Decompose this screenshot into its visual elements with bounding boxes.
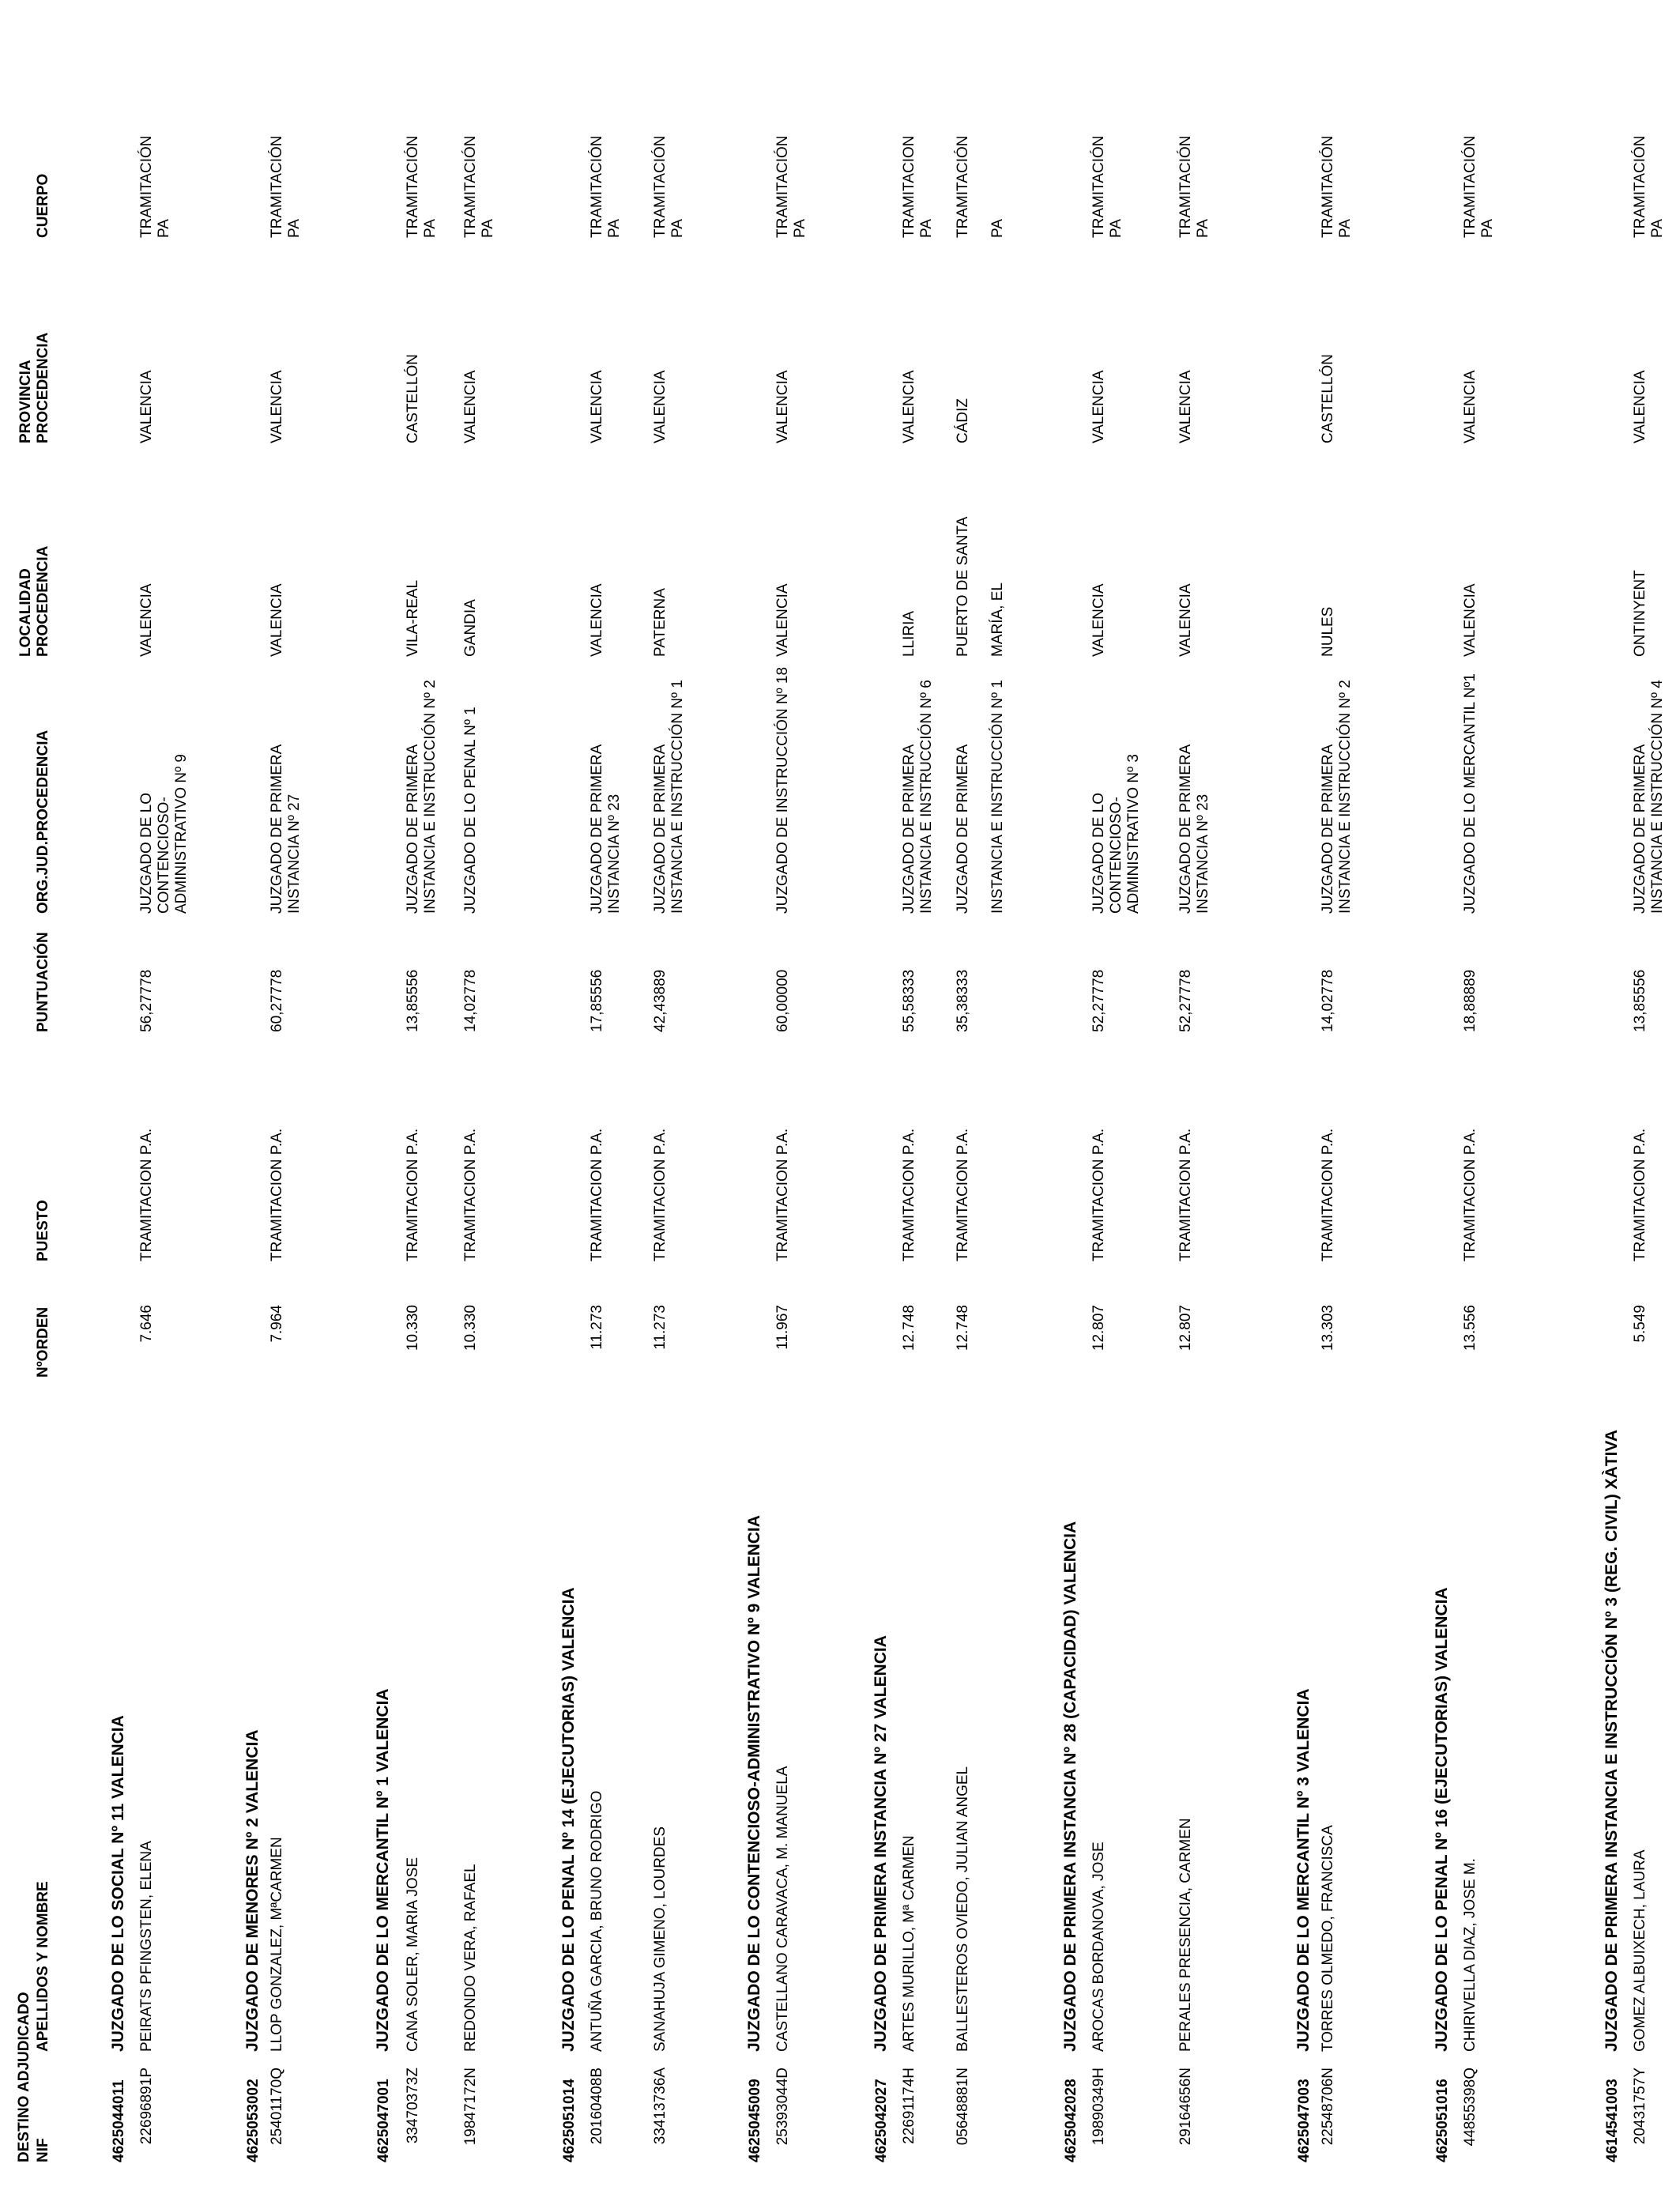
provincia-cell: VALENCIA xyxy=(774,370,791,443)
nif-cell: 29164656N xyxy=(1177,2068,1194,2146)
localidad-cell: VALENCIA xyxy=(589,583,605,657)
localidad-cell: PUERTO DE SANTA MARÍA, EL xyxy=(955,516,1006,657)
group-code: 4625045009 xyxy=(747,2079,763,2162)
localidad-cell: NULES xyxy=(1320,606,1336,657)
header-norden: NºORDEN xyxy=(35,1306,51,1378)
cuerpo-cell: TRAMITACION PA xyxy=(901,135,935,238)
nif-cell: 20160408B xyxy=(589,2068,605,2145)
group-code: 4625042028 xyxy=(1063,2079,1079,2162)
org-procedencia-cell: JUZGADO DE PRIMERA INSTANCIA Nº 23 xyxy=(589,744,623,914)
nif-cell: 20431757Y xyxy=(1632,2068,1648,2145)
provincia-cell: VALENCIA xyxy=(652,370,669,443)
orden-cell: 11.967 xyxy=(774,1305,791,1350)
puntuacion-cell: 56,27778 xyxy=(138,969,155,1032)
puesto-cell: TRAMITACION P.A. xyxy=(462,1128,479,1261)
provincia-cell: VALENCIA xyxy=(462,370,479,443)
group-title: JUZGADO DE LO MERCANTIL Nº 1 VALENCIA xyxy=(374,1688,392,2052)
name-cell: SANAHUJA GIMENO, LOURDES xyxy=(652,1826,669,2052)
nif-cell: 33413736A xyxy=(652,2068,669,2145)
provincia-cell: VALENCIA xyxy=(589,370,605,443)
group-code: 4625051016 xyxy=(1434,2079,1451,2162)
group-code: 4625051014 xyxy=(561,2079,578,2162)
header-apellidos: APELLIDOS Y NOMBRE xyxy=(35,1881,51,2052)
puntuacion-cell: 14,02778 xyxy=(1320,969,1336,1032)
orden-cell: 11.273 xyxy=(652,1305,669,1350)
group-code: 4625042027 xyxy=(873,2079,890,2162)
cuerpo-cell: TRAMITACIÓN PA xyxy=(1177,135,1211,238)
header-destino: DESTINO ADJUDICADO xyxy=(16,1992,32,2162)
group-title: JUZGADO DE LO CONTENCIOSO-ADMINISTRATIVO Nº 9 VALENCIA xyxy=(745,1515,763,2052)
puntuacion-cell: 60,00000 xyxy=(774,969,791,1032)
name-cell: PERALES PRESENCIA, CARMEN xyxy=(1177,1818,1194,2052)
org-procedencia-cell: JUZGADO DE LO CONTENCIOSO- ADMINISTRATIVO Nº 3 xyxy=(1090,754,1142,914)
header-localidad: LOCALIDAD PROCEDENCIA xyxy=(17,545,51,657)
nif-cell: 22696891P xyxy=(138,2068,155,2145)
group-code: 4625047003 xyxy=(1296,2079,1313,2162)
puntuacion-cell: 14,02778 xyxy=(462,969,479,1032)
puesto-cell: TRAMITACION P.A. xyxy=(589,1128,605,1261)
puntuacion-cell: 42,43889 xyxy=(652,969,669,1032)
header-cuerpo: CUERPO xyxy=(35,173,51,238)
puntuacion-cell: 13,85556 xyxy=(405,969,421,1032)
org-procedencia-cell: JUZGADO DE LO CONTENCIOSO- ADMINISTRATIVO Nº 9 xyxy=(138,754,190,914)
orden-cell: 12.748 xyxy=(901,1305,917,1351)
name-cell: PEIRATS PFINGSTEN, ELENA xyxy=(138,1841,155,2052)
puntuacion-cell: 52,27778 xyxy=(1090,969,1107,1032)
name-cell: ARTES MURILLO, Mª CARMEN xyxy=(901,1835,917,2052)
nif-cell: 33470373Z xyxy=(405,2068,421,2144)
orden-cell: 7.964 xyxy=(269,1305,285,1343)
provincia-cell: CÁDIZ xyxy=(955,398,971,443)
provincia-cell: VALENCIA xyxy=(1632,370,1648,443)
provincia-cell: CASTELLÓN xyxy=(405,354,421,443)
group-title: JUZGADO DE PRIMERA INSTANCIA E INSTRUCCIÓN Nº 3 (REG. CIVIL) XÀTIVA xyxy=(1603,1429,1621,2052)
puesto-cell: TRAMITACION P.A. xyxy=(1462,1128,1478,1261)
name-cell: CASTELLANO CARAVACA, M. MANUELA xyxy=(774,1766,791,2052)
localidad-cell: VALENCIA xyxy=(1177,583,1194,657)
puesto-cell: TRAMITACION P.A. xyxy=(774,1128,791,1261)
orden-cell: 12.748 xyxy=(955,1305,971,1351)
name-cell: CANA SOLER, MARIA JOSE xyxy=(405,1857,421,2052)
localidad-cell: LLIRIA xyxy=(901,610,917,657)
group-code: 4625047001 xyxy=(375,2079,392,2162)
name-cell: AROCAS BORDANOVA, JOSE xyxy=(1090,1842,1107,2052)
cuerpo-cell: TRAMITACIÓN PA xyxy=(1632,135,1666,238)
puesto-cell: TRAMITACION P.A. xyxy=(405,1128,421,1261)
nif-cell: 25401170Q xyxy=(269,2068,285,2145)
group-title: JUZGADO DE LO SOCIAL Nº 11 VALENCIA xyxy=(109,1715,127,2052)
puntuacion-cell: 35,38333 xyxy=(955,969,971,1032)
name-cell: CHIRIVELLA DIAZ, JOSE M. xyxy=(1462,1858,1478,2052)
group-title: JUZGADO DE MENORES Nº 2 VALENCIA xyxy=(243,1729,262,2052)
cuerpo-cell: TRAMITACIÓN PA xyxy=(462,135,496,238)
cuerpo-cell: TRAMITACIÓN PA xyxy=(138,135,172,238)
orden-cell: 12.807 xyxy=(1090,1305,1107,1351)
localidad-cell: VALENCIA xyxy=(774,583,791,657)
localidad-cell: VALENCIA xyxy=(269,583,285,657)
header-puntuacion: PUNTUACIÓN xyxy=(35,932,51,1032)
cuerpo-cell: TRAMITACIÓN PA xyxy=(1462,135,1496,238)
localidad-cell: VALENCIA xyxy=(1090,583,1107,657)
puntuacion-cell: 18,88889 xyxy=(1462,969,1478,1032)
puesto-cell: TRAMITACION P.A. xyxy=(1090,1128,1107,1261)
group-title: JUZGADO DE LO PENAL Nº 16 (EJECUTORIAS) VALENCIA xyxy=(1433,1587,1451,2052)
name-cell: BALLESTEROS OVIEDO, JULIAN ANGEL xyxy=(955,1766,971,2052)
orden-cell: 11.273 xyxy=(589,1305,605,1350)
group-title: JUZGADO DE LO MERCANTIL Nº 3 VALENCIA xyxy=(1294,1688,1313,2052)
nif-cell: 05648881N xyxy=(955,2068,971,2146)
nif-cell: 19847172N xyxy=(462,2068,479,2146)
provincia-cell: VALENCIA xyxy=(901,370,917,443)
group-code: 4614541003 xyxy=(1604,2079,1621,2162)
group-title: JUZGADO DE PRIMERA INSTANCIA Nº 27 VALENCIA xyxy=(872,1635,890,2052)
org-procedencia-cell: JUZGADO DE PRIMERA INSTANCIA E INSTRUCCIÓN Nº 2 xyxy=(405,680,439,914)
puesto-cell: TRAMITACION P.A. xyxy=(1632,1128,1648,1261)
cuerpo-cell: TRAMITACIÓN PA xyxy=(955,135,1006,238)
provincia-cell: CASTELLÓN xyxy=(1320,354,1336,443)
org-procedencia-cell: JUZGADO DE LO PENAL Nº 1 xyxy=(462,707,479,914)
puesto-cell: TRAMITACION P.A. xyxy=(1320,1128,1336,1261)
puesto-cell: TRAMITACION P.A. xyxy=(138,1128,155,1261)
localidad-cell: VALENCIA xyxy=(1462,583,1478,657)
provincia-cell: VALENCIA xyxy=(269,370,285,443)
puntuacion-cell: 52,27778 xyxy=(1177,969,1194,1032)
provincia-cell: VALENCIA xyxy=(138,370,155,443)
cuerpo-cell: TRAMITACIÓN PA xyxy=(1090,135,1124,238)
org-procedencia-cell: JUZGADO DE PRIMERA INSTANCIA Nº 27 xyxy=(269,744,303,914)
name-cell: TORRES OLMEDO, FRANCISCA xyxy=(1320,1825,1336,2052)
provincia-cell: VALENCIA xyxy=(1090,370,1107,443)
nif-cell: 19890349H xyxy=(1090,2068,1107,2146)
puntuacion-cell: 55,58333 xyxy=(901,969,917,1032)
nif-cell: 22548706N xyxy=(1320,2068,1336,2146)
puesto-cell: TRAMITACION P.A. xyxy=(269,1128,285,1261)
puntuacion-cell: 60,27778 xyxy=(269,969,285,1032)
org-procedencia-cell: JUZGADO DE PRIMERA INSTANCIA E INSTRUCCIÓN Nº 6 xyxy=(901,680,935,914)
nif-cell: 22691174H xyxy=(901,2068,917,2144)
nif-cell: 25393044D xyxy=(774,2068,791,2146)
cuerpo-cell: TRAMITACIÓN PA xyxy=(405,135,439,238)
header-provincia: PROVINCIA PROCEDENCIA xyxy=(17,332,51,443)
header-puesto: PUESTO xyxy=(35,1200,51,1261)
orden-cell: 7.646 xyxy=(138,1305,155,1343)
localidad-cell: PATERNA xyxy=(652,588,669,657)
group-title: JUZGADO DE LO PENAL Nº 14 (EJECUTORIAS) VALENCIA xyxy=(559,1587,578,2052)
header-org: ORG.JUD.PROCEDENCIA xyxy=(35,729,51,914)
group-code: 4625053002 xyxy=(245,2079,262,2162)
provincia-cell: VALENCIA xyxy=(1177,370,1194,443)
name-cell: GOMEZ ALBUIXECH, LAURA xyxy=(1632,1849,1648,2052)
localidad-cell: VILA-REAL xyxy=(405,579,421,657)
nif-cell: 44855398Q xyxy=(1462,2068,1478,2147)
name-cell: ANTUÑA GARCIA, BRUNO RODRIGO xyxy=(589,1790,605,2052)
header-nif: NIF xyxy=(35,2138,51,2162)
org-procedencia-cell: JUZGADO DE INSTRUCCIÓN Nº 18 xyxy=(774,666,791,914)
localidad-cell: VALENCIA xyxy=(138,583,155,657)
orden-cell: 5.549 xyxy=(1632,1305,1648,1343)
org-procedencia-cell: JUZGADO DE PRIMERA INSTANCIA Nº 23 xyxy=(1177,744,1211,914)
org-procedencia-cell: JUZGADO DE PRIMERA INSTANCIA E INSTRUCCIÓN Nº 2 xyxy=(1320,680,1354,914)
puntuacion-cell: 13,85556 xyxy=(1632,969,1648,1032)
orden-cell: 12.807 xyxy=(1177,1305,1194,1351)
puesto-cell: TRAMITACION P.A. xyxy=(901,1128,917,1261)
localidad-cell: ONTINYENT xyxy=(1632,570,1648,657)
orden-cell: 10.330 xyxy=(405,1305,421,1351)
puntuacion-cell: 17,85556 xyxy=(589,969,605,1032)
group-code: 4625044011 xyxy=(111,2079,127,2162)
name-cell: LLOP GONZALEZ, MªCARMEN xyxy=(269,1837,285,2052)
org-procedencia-cell: JUZGADO DE PRIMERA INSTANCIA E INSTRUCCIÓN Nº 1 xyxy=(652,680,686,914)
cuerpo-cell: TRAMITACIÓN PA xyxy=(269,135,303,238)
cuerpo-cell: TRAMITACIÓN PA xyxy=(1320,135,1354,238)
cuerpo-cell: TRAMITACIÓN PA xyxy=(774,135,808,238)
org-procedencia-cell: JUZGADO DE LO MERCANTIL Nº1 xyxy=(1462,673,1478,914)
localidad-cell: GANDIA xyxy=(462,599,479,657)
org-procedencia-cell: JUZGADO DE PRIMERA INSTANCIA E INSTRUCCIÓN Nº 1 xyxy=(955,680,1006,914)
provincia-cell: VALENCIA xyxy=(1462,370,1478,443)
group-title: JUZGADO DE PRIMERA INSTANCIA Nº 28 (CAPACIDAD) VALENCIA xyxy=(1061,1521,1079,2052)
name-cell: REDONDO VERA, RAFAEL xyxy=(462,1864,479,2052)
puesto-cell: TRAMITACION P.A. xyxy=(1177,1128,1194,1261)
puesto-cell: TRAMITACION P.A. xyxy=(652,1128,669,1261)
orden-cell: 13.556 xyxy=(1462,1305,1478,1351)
cuerpo-cell: TRAMITACIÓN PA xyxy=(589,135,623,238)
cuerpo-cell: TRAMITACIÓN PA xyxy=(652,135,686,238)
org-procedencia-cell: JUZGADO DE PRIMERA INSTANCIA E INSTRUCCIÓN Nº 4 xyxy=(1632,680,1666,914)
orden-cell: 13.303 xyxy=(1320,1305,1336,1351)
orden-cell: 10.330 xyxy=(462,1305,479,1351)
puesto-cell: TRAMITACION P.A. xyxy=(955,1128,971,1261)
